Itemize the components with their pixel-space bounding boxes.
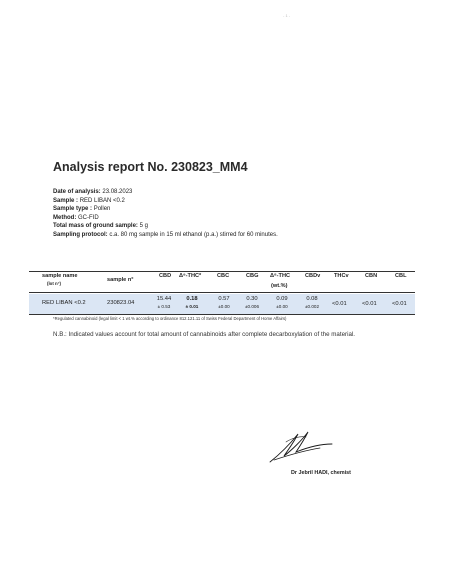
report-metadata (53, 188, 278, 240)
cell-cbdv: 0.08 ±0.002 (304, 296, 320, 309)
results-table (29, 271, 415, 309)
cell-cbn: <0.01 (362, 301, 377, 307)
cell-sample-name: RED LIBAN <0.2 (42, 300, 86, 306)
cell-sample-no: 230823.04 (107, 300, 135, 306)
header-cbl: CBL (395, 273, 407, 279)
cell-cbl: <0.01 (392, 301, 407, 307)
header-cbdv: CBDv (305, 273, 321, 279)
cell-cbg: 0.30 ±0.006 (244, 296, 260, 309)
signature-image (262, 424, 342, 468)
table-header (29, 271, 415, 292)
meta-sampling-protocol: Sampling protocol: c.a. 80 mg sample in 15 ml ethanol (p.a.) stirred for 60 minutes. (53, 231, 278, 238)
note: N.B.: Indicated values account for total amount of cannabinoids after complete decarboxylation of the material. (53, 331, 355, 338)
table-header-rule (29, 292, 415, 293)
signer-name: Dr Jebril HADI, chemist (291, 470, 351, 476)
header-sample-no: sample n° (107, 277, 134, 283)
cell-cbd: 15.44 ± 0.53 (156, 296, 172, 309)
header-thcv: THCv (334, 273, 349, 279)
header-unit: (wt.%) (271, 283, 288, 289)
header-cbn: CBN (365, 273, 378, 279)
meta-method: Method: GC-FID (53, 214, 99, 221)
cell-d8thc: 0.09 ±0.00 (276, 296, 288, 309)
footnote: *Regulated cannabinoid (legal limit < 1 wt.% according to ordinance 812.121.11 of Swiss Federal Department of Home Affairs) (53, 316, 287, 321)
cell-d9thc: 0.18 ± 0.01 (185, 296, 199, 309)
meta-total-mass: Total mass of ground sample: 5 g (53, 223, 148, 230)
header-d9thc: Δ⁹-THC* (179, 273, 202, 279)
header-cbc: CBC (217, 273, 230, 279)
table-row (29, 294, 415, 314)
page-number: - 1 - (283, 13, 291, 18)
table-bottom-rule (29, 314, 415, 315)
cell-thcv: <0.01 (332, 301, 347, 307)
report-title: Analysis report No. 230823_MM4 (53, 160, 248, 174)
header-cbg: CBG (246, 273, 259, 279)
header-cbd: CBD (159, 273, 172, 279)
header-lot: (lot n°) (47, 281, 61, 286)
meta-sample: Sample : RED LIBAN <0.2 (53, 197, 125, 204)
meta-sample-type: Sample type : Pollen (53, 206, 111, 213)
header-d8thc: Δ⁸-THC (270, 273, 291, 279)
meta-date: Date of analysis: 23.08.2023 (53, 189, 133, 195)
header-sample-name: sample name (42, 273, 78, 279)
cell-cbc: 0.57 ±0.00 (218, 296, 230, 309)
